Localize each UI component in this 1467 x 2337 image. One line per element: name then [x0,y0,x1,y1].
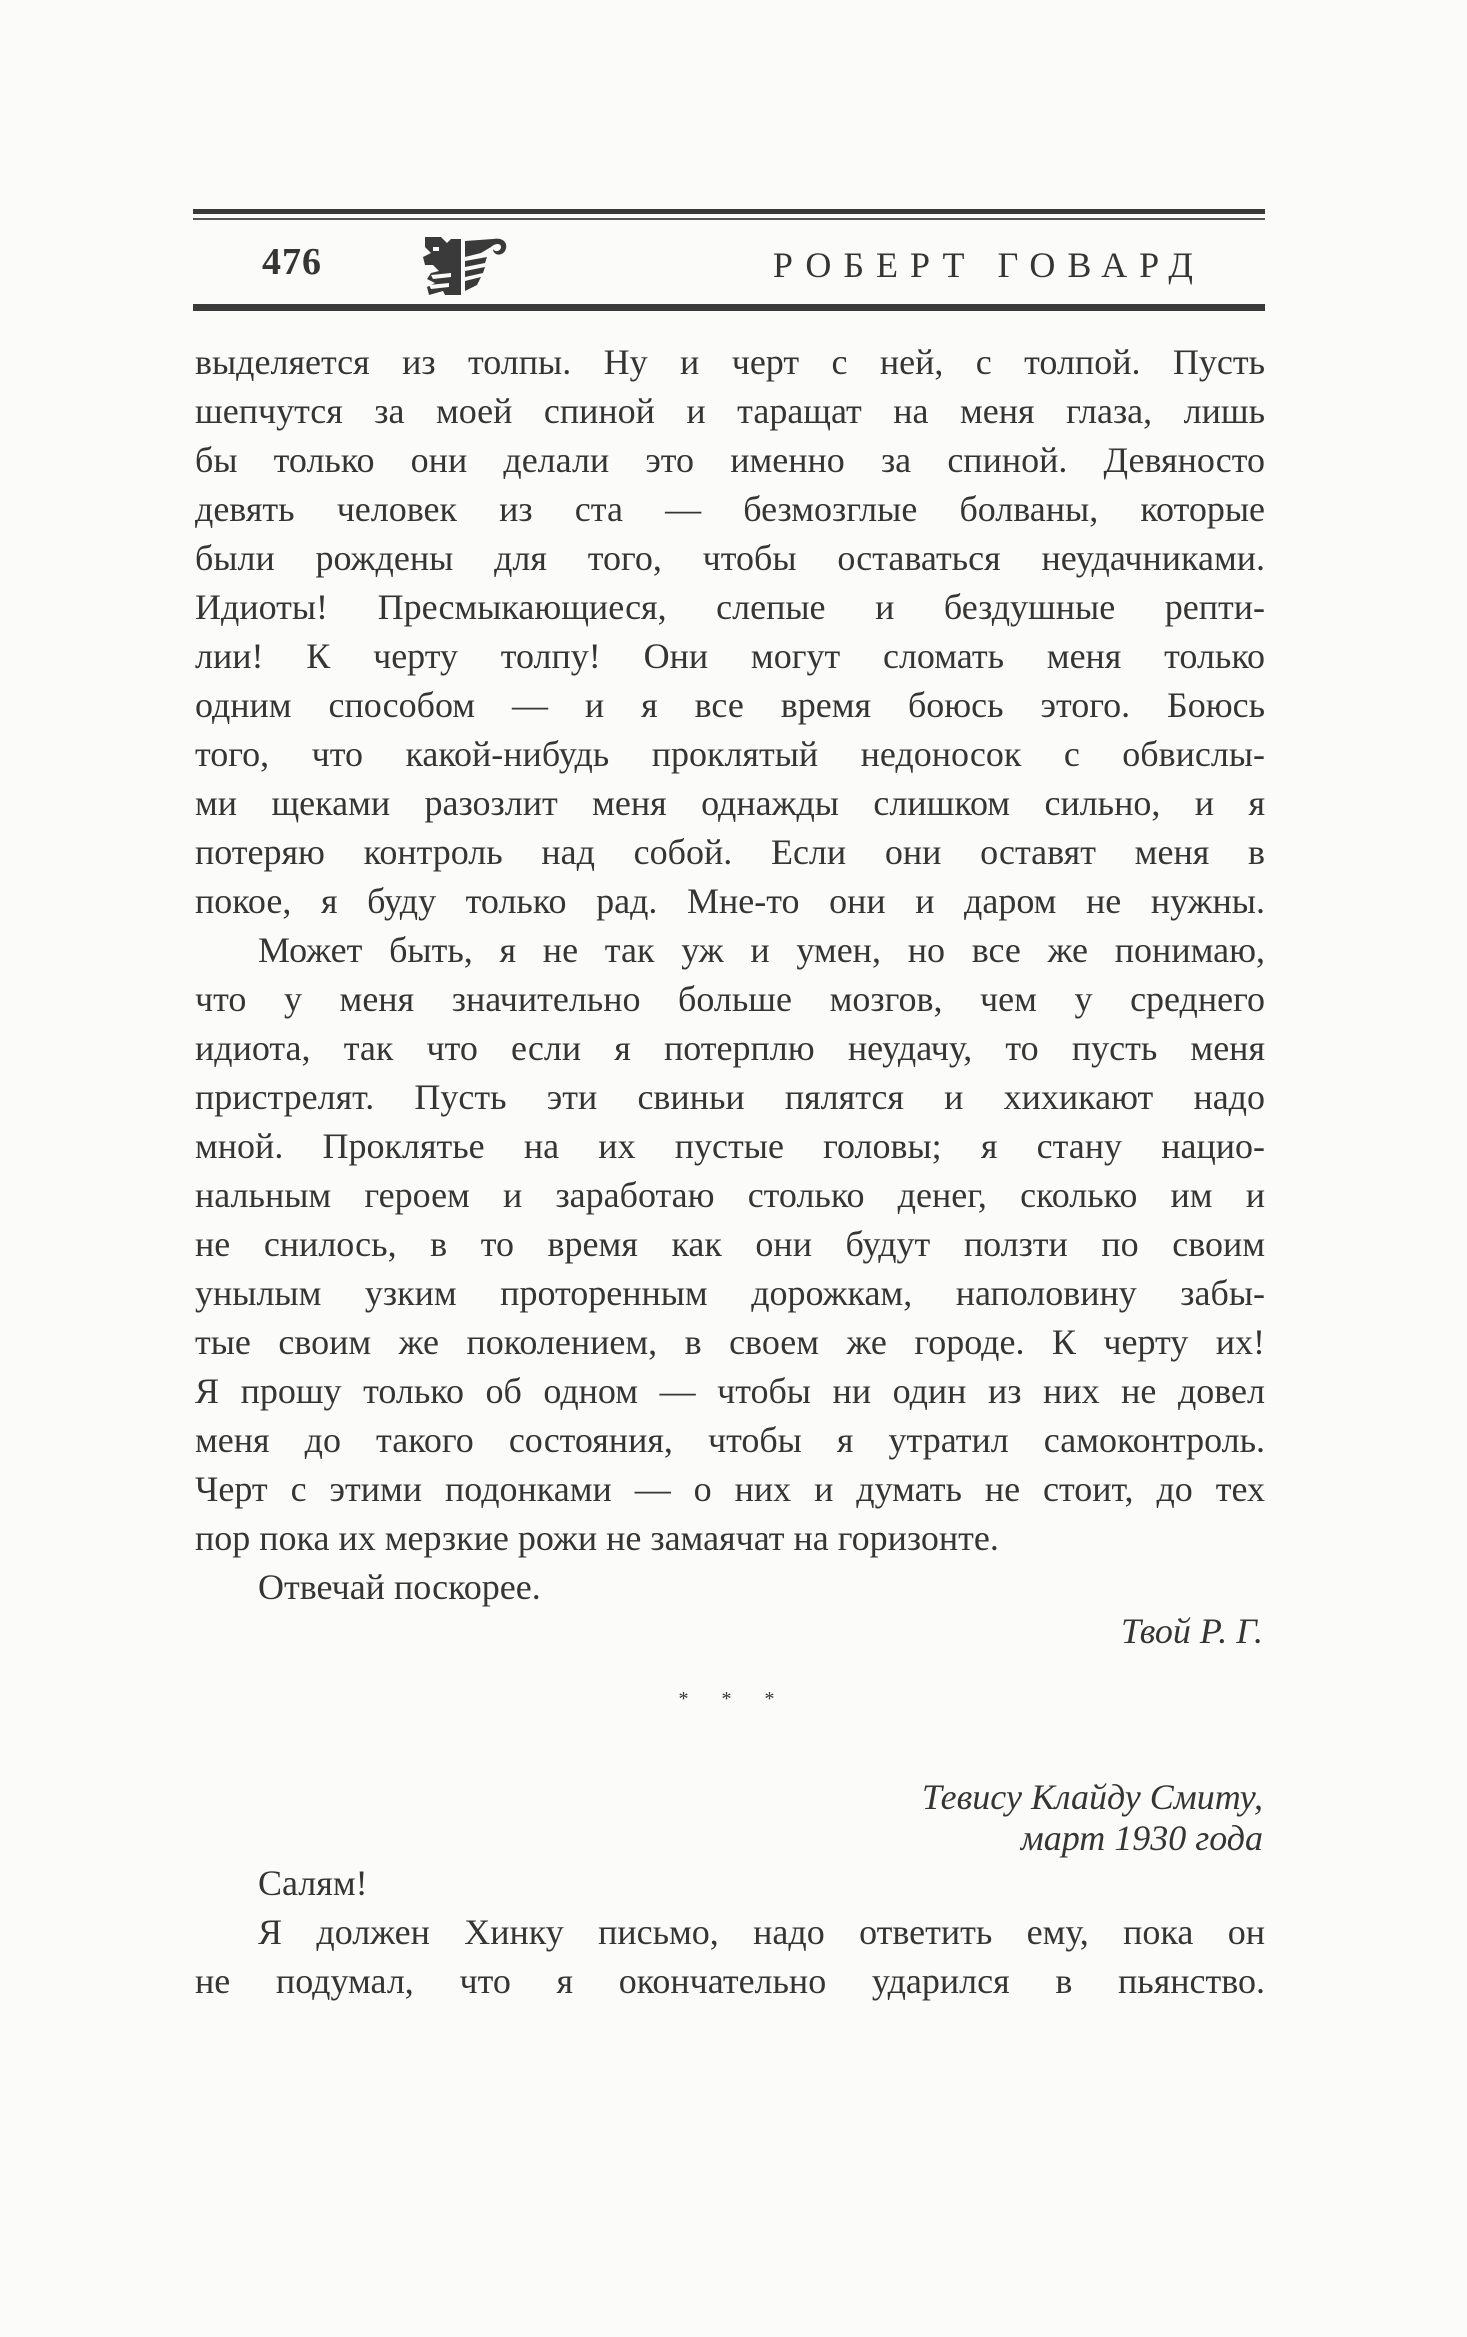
header-rule-bottom [193,304,1265,311]
section-separator: * * * [678,1688,789,1710]
header-rule-top-thick [193,209,1265,214]
text-line: идиота, так что если я потерплю неудачу, то пусть меня [195,1028,1265,1068]
text-line: лии! К черту толпу! Они могут сломать меня только [195,636,1265,676]
text-line: Я прошу только об одном — чтобы ни один из них не довел [195,1371,1265,1411]
page-number: 476 [262,241,322,283]
text-line: пристрелят. Пусть эти свиньи пялятся и хихикают надо [195,1077,1265,1117]
text-line: девять человек из ста — безмозглые болваны, которые [195,489,1265,529]
text-line: выделяется из толпы. Ну и черт с ней, с толпой. Пусть [195,342,1265,382]
text-line: тые своим же поколением, в своем же городе. К черту их! [195,1322,1265,1362]
text-line: бы только они делали это именно за спиной. Девяносто [195,440,1265,480]
text-line: Черт с этими подонками — о них и думать не стоит, до тех [195,1469,1265,1509]
text-line: потеряю контроль над собой. Если они оставят меня в [195,832,1265,872]
header-rule-top-thin [193,218,1265,220]
letter-greeting: Салям! [258,1863,368,1903]
text-line: унылым узким проторенным дорожкам, наполовину забы- [195,1273,1265,1313]
running-head-author: РОБЕРТ ГОВАРД [772,245,1205,285]
text-line: пор пока их мерзкие рожи не замаячат на горизонте. [195,1518,999,1558]
text-line: мной. Проклятье на их пустые головы; я стану нацио- [195,1126,1265,1166]
text-line: не снилось, в то время как они будут ползти по своим [195,1224,1265,1264]
text-line: не подумал, что я окончательно ударился в пьянство. [195,1961,1265,2001]
text-line: Отвечай поскорее. [258,1567,541,1607]
text-line: Может быть, я не так уж и умен, но все же понимаю, [258,930,1265,970]
dragon-emblem-icon [421,235,509,297]
text-line: Идиоты! Пресмыкающиеся, слепые и бездушные репти- [195,587,1265,627]
letter-addressee: Тевису Клайду Смиту, [921,1777,1263,1817]
text-line: того, что какой-нибудь проклятый недоносок с обвислы- [195,734,1265,774]
text-line: что у меня значительно больше мозгов, чем у среднего [195,979,1265,1019]
letter-signature: Твой Р. Г. [1120,1611,1263,1651]
text-line: покое, я буду только рад. Мне-то они и даром не нужны. [195,881,1265,921]
text-line: были рождены для того, чтобы оставаться неудачниками. [195,538,1265,578]
letter-date: март 1930 года [1020,1818,1263,1858]
text-line: ми щеками разозлит меня однажды слишком сильно, и я [195,783,1265,823]
text-line: меня до такого состояния, чтобы я утратил самоконтроль. [195,1420,1265,1460]
text-line: нальным героем и заработаю столько денег, сколько им и [195,1175,1265,1215]
text-line: одним способом — и я все время боюсь этого. Боюсь [195,685,1265,725]
text-line: Я должен Хинку письмо, надо ответить ему, пока он [258,1912,1265,1952]
text-line: шепчутся за моей спиной и таращат на меня глаза, лишь [195,391,1265,431]
